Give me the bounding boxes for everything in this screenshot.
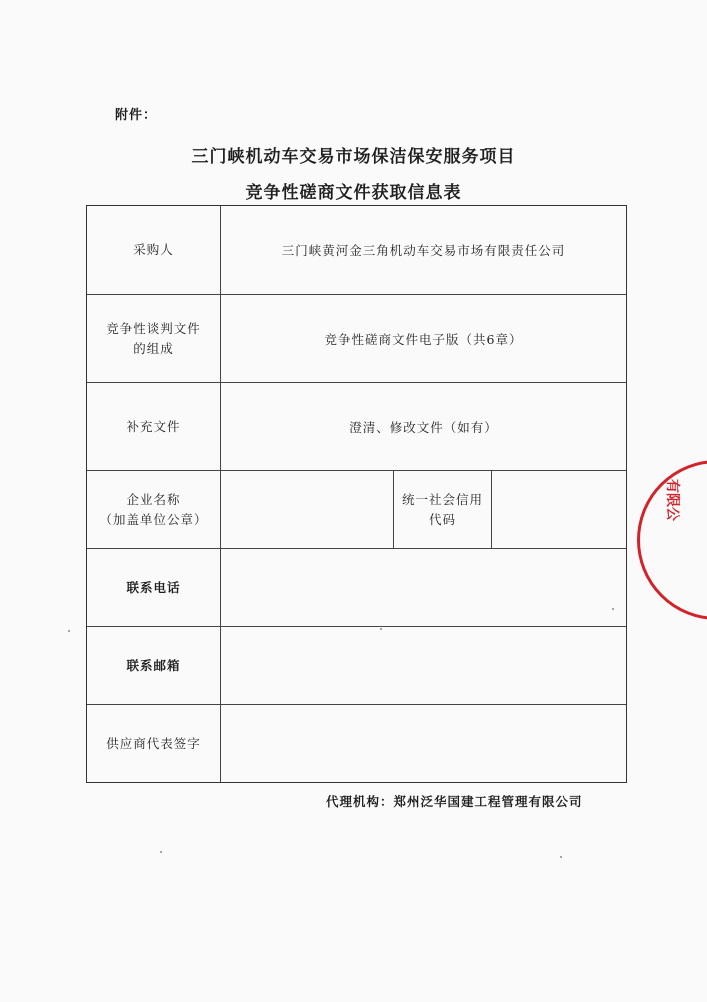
purchaser-label: 采购人 [87,206,221,294]
agency-text: 代理机构：郑州泛华国建工程管理有限公司 [326,794,583,809]
row-supplementary-docs [87,383,626,471]
email-label: 联系邮箱 [87,627,221,704]
row-purchaser [87,206,626,295]
document-title: 三门峡机动车交易市场保洁保安服务项目 [191,147,516,167]
signature-field[interactable] [221,705,626,782]
phone-field[interactable] [221,549,626,626]
speck [68,630,70,632]
phone-label: 联系电话 [87,549,221,626]
speck [160,851,162,853]
document-composition-label: 竞争性谈判文件 的组成 [87,295,221,382]
purchaser-value: 三门峡黄河金三角机动车交易市场有限责任公司 [281,243,566,258]
document-subtitle: 竞争性磋商文件获取信息表 [245,183,462,203]
email-field[interactable] [221,627,626,704]
row-company-name [87,471,626,549]
company-name-field[interactable] [221,471,419,548]
signature-label: 供应商代表签字 [87,705,221,782]
supplementary-docs-label: 补充文件 [87,383,221,470]
attachment-label: 附件： [115,108,158,123]
seal-text: 有限公 [664,479,680,521]
speck [612,608,614,610]
speck [560,856,562,858]
info-form-table [86,205,627,783]
row-signature [87,705,626,782]
row-phone [87,549,626,627]
row-email [87,627,626,705]
speck [380,628,382,630]
document-composition-value: 竞争性磋商文件电子版（共6章） [324,331,523,347]
credit-code-field[interactable] [491,471,626,548]
credit-code-label: 统一社会信用 代码 [393,471,491,548]
company-name-label: 企业名称 （加盖单位公章） [87,471,221,548]
supplementary-docs-value: 澄清、修改文件（如有） [349,419,498,435]
row-document-composition [87,295,626,383]
